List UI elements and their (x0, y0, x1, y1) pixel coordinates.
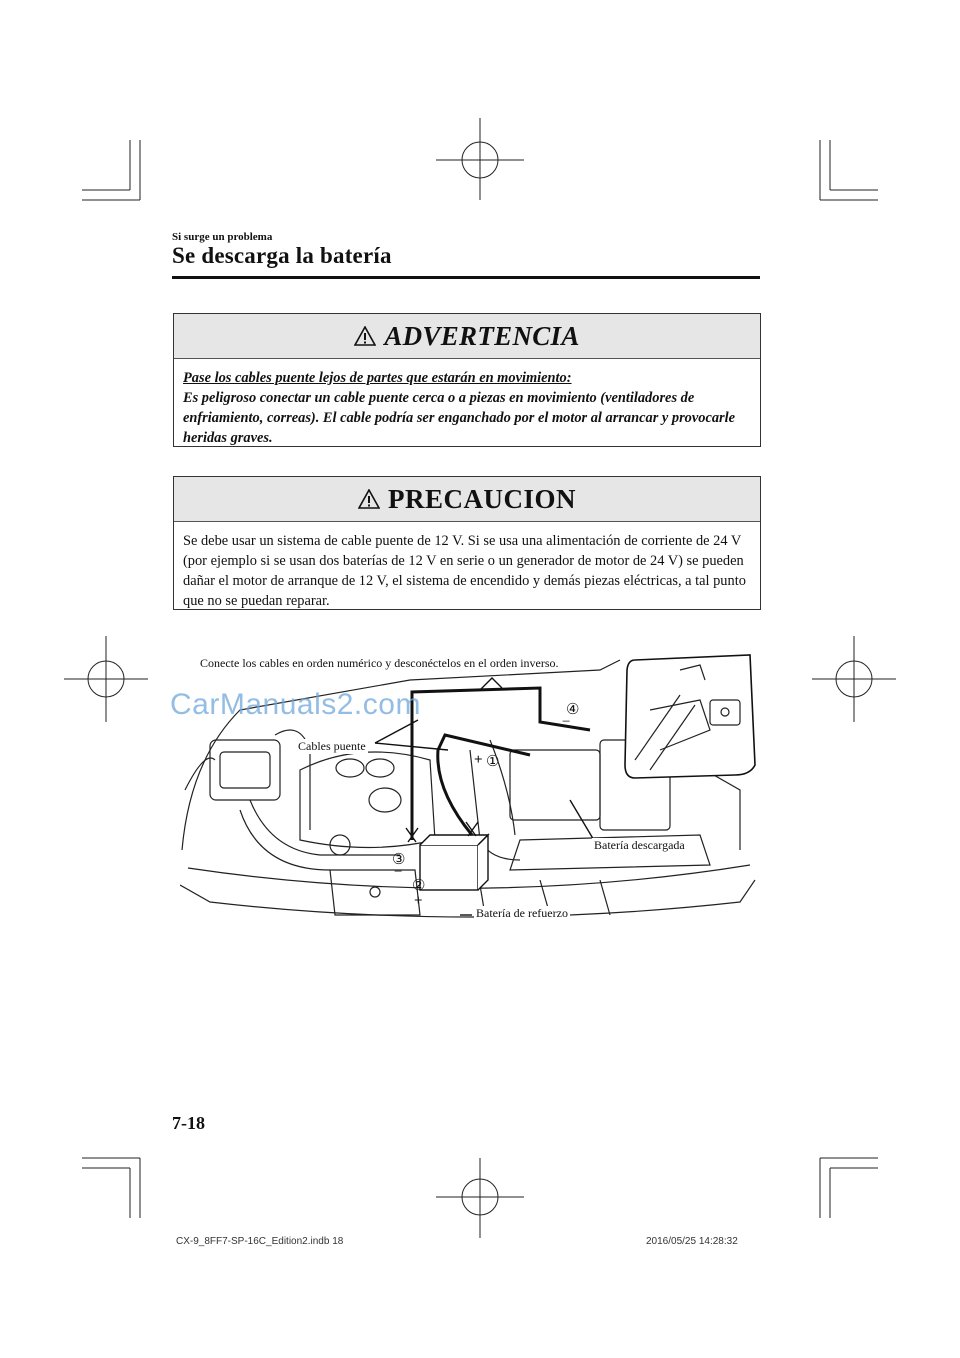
warning-lead: Pase los cables puente lejos de partes que estarán en movimiento: (183, 370, 572, 386)
caution-box (173, 476, 761, 610)
label-dead-battery: Batería descargada (594, 838, 685, 852)
marker-1: ① (486, 754, 500, 770)
engine-bay-drawing (180, 640, 760, 930)
marker-2: ② (412, 878, 426, 894)
marker-4: ④ (566, 702, 580, 718)
figure-instruction: Conecte los cables en orden numérico y desconéctelos en el orden inverso. (200, 656, 559, 670)
warning-header (174, 314, 760, 359)
watermark: CarManuals2.com (170, 688, 421, 721)
caution-title: PRECAUCION (387, 483, 576, 514)
section-label: Si surge un problema (172, 231, 273, 243)
warning-text: Es peligroso conectar un cable puente cerca o a piezas en movimiento (ventiladores de enfriamiento, correas). El cable podría ser enganchado por el motor al arrancar y provocarle heridas graves. (183, 390, 736, 446)
label-cables-puente: Cables puente (298, 739, 366, 753)
warning-title: ADVERTENCIA (384, 320, 580, 351)
page-title: Se descarga la batería (172, 243, 392, 268)
marker-4-minus: − (562, 714, 571, 730)
caution-header (174, 477, 760, 522)
title-rule (172, 276, 760, 279)
page-number: 7-18 (172, 1113, 205, 1133)
warning-triangle-icon (358, 489, 380, 509)
footer-date: 2016/05/25 14:28:32 (646, 1236, 738, 1247)
caution-body: Se debe usar un sistema de cable puente de 12 V. Si se usa una alimentación de corriente de 24 V (por ejemplo si se usan dos baterías de 12 V en serie o un generador de motor de 24 V) se pueden dañar el motor de arranque de 12 V, el sistema de encendido y demás piezas eléctricas, a tal punto que no se puedan reparar. (183, 533, 746, 609)
jump-start-illustration (180, 640, 760, 930)
marker-2-plus: + (414, 893, 423, 909)
marker-3-minus: − (394, 864, 403, 880)
warning-triangle-icon (354, 326, 376, 346)
marker-1-plus: + (474, 752, 483, 768)
label-booster-battery: Batería de refuerzo (476, 906, 568, 920)
marker-3: ③ (392, 852, 406, 868)
footer-file-info: CX-9_8FF7-SP-16C_Edition2.indb 18 (176, 1236, 344, 1247)
warning-body (174, 359, 760, 458)
warning-box (173, 313, 761, 447)
